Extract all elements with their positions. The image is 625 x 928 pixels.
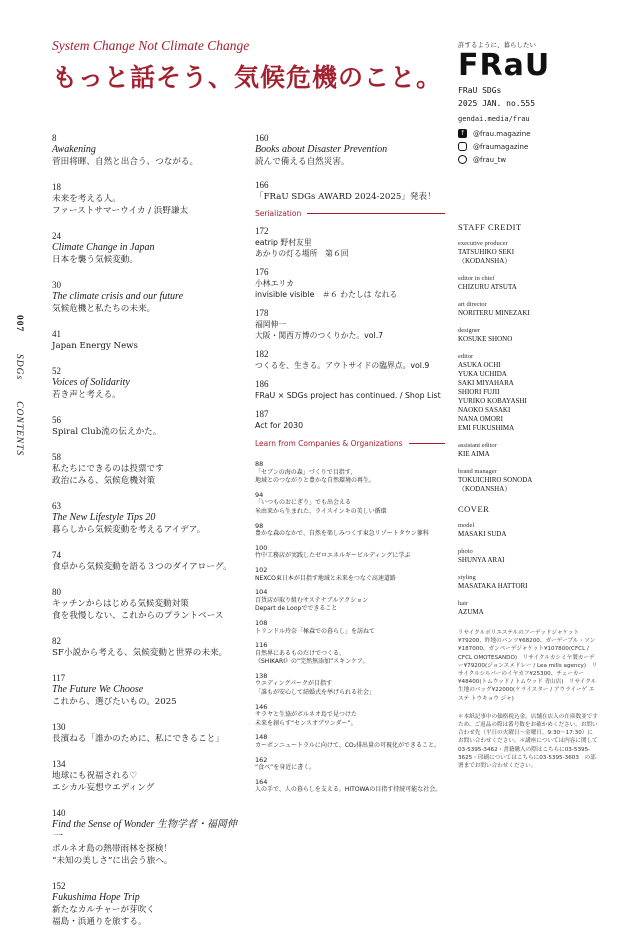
entry-text: キッチンからはじめる気候変動対策 bbox=[52, 599, 189, 609]
staff-group bbox=[458, 441, 608, 459]
entry-text: トリンドル玲奈「極森での暮らし」を訪ねて bbox=[255, 627, 375, 635]
entry-text: 百貨店が取り組むサステナブルアクション bbox=[255, 596, 369, 604]
staff-name: TOKUICHIRO SONODA bbox=[458, 476, 533, 484]
staff-name: SAKI MIYAHARA bbox=[458, 379, 514, 387]
entry-text: Spiral Club流の伝えかた。 bbox=[52, 427, 162, 437]
entry-page-number: 18 bbox=[52, 182, 61, 192]
cover-role: model bbox=[458, 522, 475, 529]
entry-page-number: 74 bbox=[52, 550, 61, 560]
learn-heading bbox=[255, 439, 445, 448]
entry-page-number: 102 bbox=[255, 565, 268, 574]
cover-group bbox=[458, 547, 608, 565]
entry-text: NEXCO東日本が目指す地域と未来をつなぐ高速道路 bbox=[255, 574, 396, 582]
header-japanese-title: もっと話そう、気候危機のこと。 bbox=[52, 63, 443, 92]
learn-entry[interactable] bbox=[255, 544, 445, 561]
entry-page-number: 98 bbox=[255, 521, 264, 530]
contents-entry[interactable] bbox=[255, 180, 445, 203]
instagram-icon bbox=[458, 142, 467, 151]
learn-heading-label: Learn from Companies & Organizations bbox=[255, 439, 403, 448]
learn-entry[interactable] bbox=[255, 703, 445, 729]
entry-text: 豊かな森のなかで、自然を楽しみつくす東急リゾートタウン蓼科 bbox=[255, 530, 429, 538]
entry-page-number: 108 bbox=[255, 618, 268, 627]
entry-page-number: 164 bbox=[255, 777, 268, 786]
staff-role: editor in chief bbox=[458, 275, 495, 282]
entry-page-number: 162 bbox=[255, 755, 268, 764]
entry-page-number: 178 bbox=[255, 308, 269, 318]
entry-text: 「誰もが安心して結婚式を挙げられる社会」 bbox=[255, 689, 376, 697]
learn-entry[interactable] bbox=[255, 733, 445, 750]
side-sdgs-label: SDGs bbox=[14, 353, 24, 380]
social-handle: @fraumagazine bbox=[473, 142, 529, 151]
entry-text: 菅田将暉、自然と出合う、つながる。 bbox=[52, 157, 199, 167]
entry-text: 自然界にあるものだけでつくる、 bbox=[255, 649, 346, 657]
entry-text: “未知の美しさ”に出会う旅へ。 bbox=[52, 856, 173, 866]
entry-text: エシカル妄想ウエディング bbox=[52, 783, 155, 793]
staff-group bbox=[458, 352, 608, 433]
entry-page-number: 146 bbox=[255, 702, 268, 711]
entry-page-number: 8 bbox=[52, 133, 57, 143]
staff-name: KOSUKE SHONO bbox=[458, 335, 513, 343]
entry-page-number: 41 bbox=[52, 329, 61, 339]
entry-page-number: 82 bbox=[52, 636, 61, 646]
staff-role: executive producer bbox=[458, 240, 508, 247]
entry-text: カーボンニュートラルに向けて、CO₂排出量の可視化ができること。 bbox=[255, 742, 441, 750]
staff-name: NANA OMORI bbox=[458, 415, 503, 423]
serialization-entry[interactable] bbox=[255, 379, 445, 401]
cover-heading: COVER bbox=[458, 504, 490, 514]
staff-name: YUKA UCHIDA bbox=[458, 370, 507, 378]
entry-title: Awakening bbox=[52, 144, 96, 155]
entry-text: 未来を考える人。 bbox=[52, 194, 121, 204]
entry-text: つくるを、生きる。アウトサイドの臨界点。vol.9 bbox=[255, 361, 430, 370]
entry-text: 地球にも祝福される♡ bbox=[52, 771, 138, 781]
entry-text: Act for 2030 bbox=[255, 421, 304, 430]
contents-entry[interactable] bbox=[52, 722, 242, 745]
entry-text: invisible visible ＃６ わたしは なれる bbox=[255, 290, 398, 299]
entry-text: 《SHIKARI》の“完然無添加”スキンケア。 bbox=[255, 658, 369, 666]
entry-text: 未来を創らす“センスオブワンダー”。 bbox=[255, 719, 357, 727]
learn-entry[interactable] bbox=[255, 522, 445, 539]
staff-name: EMI FUKUSHIMA bbox=[458, 424, 515, 432]
contents-entry[interactable] bbox=[52, 501, 242, 536]
entry-text: サラヤと生協がボルネオ島で見つけた bbox=[255, 711, 357, 719]
learn-entry[interactable] bbox=[255, 672, 445, 698]
staff-group bbox=[458, 467, 608, 494]
entry-text: 福岡伸一 bbox=[255, 320, 287, 329]
staff-credit-heading: STAFF CREDIT bbox=[458, 222, 522, 232]
staff-group bbox=[458, 274, 608, 292]
entry-text: 「FRaU SDGs AWARD 2024-2025」発表！ bbox=[255, 192, 436, 202]
contents-column-2 bbox=[255, 133, 445, 800]
cover-name: AZUMA bbox=[458, 608, 484, 616]
cover-note: ＊本紙記事中の価格税込金。店舗在店入の在庫数並ですため、ご返品の際は番号数をお確かめください。お問い合わせ先（平日の火曜日〜金曜日、9:30〜17:30）にお問い合わせください。＊講座については内容に関して03-5395-3462・書籍購入の際はこちらに03-5395-3625・印刷についてはこちらに03-5395-3603 の部署までお問い合わせください。 bbox=[458, 713, 598, 770]
entry-text: Japan Energy News bbox=[52, 341, 138, 351]
twitter-icon bbox=[458, 155, 467, 164]
entry-page-number: 186 bbox=[255, 379, 269, 389]
contents-entry[interactable] bbox=[52, 452, 242, 487]
entry-text: 若き声と考える。 bbox=[52, 390, 121, 400]
staff-role: art director bbox=[458, 301, 487, 308]
side-running-head bbox=[14, 315, 24, 456]
entry-text: 私たちにできるのは投票です bbox=[52, 464, 164, 474]
entry-page-number: 104 bbox=[255, 588, 268, 597]
staff-role: assistant editor bbox=[458, 442, 497, 449]
entry-text: ボルネオ島の熱帯雨林を探検！ bbox=[52, 844, 173, 854]
entry-text: Depart de Loopでできること bbox=[255, 605, 338, 613]
brand-tagline: 許するように、暮らしたい bbox=[458, 41, 536, 49]
brand-logo: FRaU bbox=[458, 48, 551, 83]
section-rule bbox=[307, 213, 445, 214]
entry-text: 小林エリカ bbox=[255, 279, 294, 288]
social-links bbox=[458, 127, 598, 166]
social-twitter[interactable] bbox=[458, 153, 598, 166]
entry-page-number: 187 bbox=[255, 409, 269, 419]
entry-text: SF小説から考える、気候変動と世界の未来。 bbox=[52, 648, 228, 658]
entry-text: 大阪・関西万博のつくりかた。vol.7 bbox=[255, 331, 384, 340]
entry-text: 長濱ねる「誰かのために、私にできること」 bbox=[52, 734, 224, 744]
entry-text: 暮らしから気候変動を考えるアイデア。 bbox=[52, 525, 206, 535]
cover-group bbox=[458, 521, 608, 539]
cover-name: MASATAKA HATTORI bbox=[458, 582, 528, 590]
learn-entry[interactable] bbox=[255, 619, 445, 636]
entry-text: あかりの灯る場所 第６回 bbox=[255, 249, 349, 258]
entry-text: 新たなカルチャーが芽吹く bbox=[52, 905, 155, 915]
cover-role: hair bbox=[458, 600, 469, 607]
entry-text: 食卓から気候変動を語る３つのダイアローグ。 bbox=[52, 562, 232, 572]
serialization-entry[interactable] bbox=[255, 349, 445, 371]
staff-name: （KODANSHA） bbox=[458, 257, 512, 265]
entry-title: Voices of Solidarity bbox=[52, 377, 130, 388]
learn-entry[interactable] bbox=[255, 641, 445, 667]
contents-entry[interactable] bbox=[52, 759, 242, 794]
learn-entry[interactable] bbox=[255, 460, 445, 486]
entry-page-number: 148 bbox=[255, 733, 268, 742]
entry-page-number: 52 bbox=[52, 366, 61, 376]
entry-title: Climate Change in Japan bbox=[52, 242, 155, 253]
entry-text: 気候危機と私たちの未来。 bbox=[52, 304, 156, 314]
contents-entry[interactable] bbox=[52, 808, 242, 867]
brand-issue-line1: FRaU SDGs bbox=[458, 86, 502, 95]
entry-text: 政治にみる、気候危機対策 bbox=[52, 476, 156, 486]
entry-page-number: 176 bbox=[255, 267, 269, 277]
entry-text: eatrip 野村友里 bbox=[255, 238, 312, 247]
contents-entry[interactable] bbox=[52, 636, 242, 659]
learn-entry[interactable] bbox=[255, 566, 445, 583]
entry-page-number: 94 bbox=[255, 490, 264, 499]
contents-column-1 bbox=[52, 133, 242, 928]
entry-title: Fukushima Hope Trip bbox=[52, 892, 140, 903]
learn-entry[interactable] bbox=[255, 491, 445, 517]
staff-name: NAOKO SASAKI bbox=[458, 406, 511, 414]
staff-name: ASUKA OCHI bbox=[458, 361, 501, 369]
entry-page-number: 58 bbox=[52, 452, 61, 462]
cover-name: SHUNYA ARAI bbox=[458, 556, 505, 564]
serialization-entry[interactable] bbox=[255, 308, 445, 341]
contents-entry[interactable] bbox=[52, 133, 242, 168]
entry-text: 米由来から生まれた、ライスインキの美しい循環 bbox=[255, 507, 387, 515]
social-facebook[interactable] bbox=[458, 127, 598, 140]
entry-page-number: 80 bbox=[52, 587, 61, 597]
social-instagram[interactable] bbox=[458, 140, 598, 153]
header-english-title: System Change Not Climate Change bbox=[52, 38, 250, 53]
staff-role: designer bbox=[458, 327, 481, 334]
contents-entry[interactable] bbox=[52, 673, 242, 708]
staff-group bbox=[458, 326, 608, 344]
entry-page-number: 140 bbox=[52, 808, 66, 818]
entry-page-number: 116 bbox=[255, 641, 268, 650]
entry-text: FRaU × SDGs project has continued. / Shop List bbox=[255, 391, 441, 400]
entry-page-number: 166 bbox=[255, 180, 269, 190]
contents-entry[interactable] bbox=[52, 329, 242, 352]
contents-entry[interactable] bbox=[52, 415, 242, 438]
entry-title: Books about Disaster Prevention bbox=[255, 144, 388, 155]
entry-page-number: 138 bbox=[255, 671, 268, 680]
entry-page-number: 182 bbox=[255, 349, 269, 359]
entry-text: 食を我慢しない、これからのプラントベース bbox=[52, 611, 224, 621]
serialization-heading-label: Serialization bbox=[255, 209, 302, 218]
staff-name: TATSUHIKO SEKI bbox=[458, 248, 515, 256]
serialization-heading bbox=[255, 209, 445, 218]
entry-page-number: 160 bbox=[255, 133, 269, 143]
contents-entry[interactable] bbox=[52, 550, 242, 573]
social-handle: @frau_tw bbox=[473, 155, 507, 164]
contents-entry[interactable] bbox=[255, 133, 445, 168]
staff-credit-column bbox=[458, 222, 608, 770]
entry-text: 竹中工務店が実践したゼロエネルギービルディングに学ぶ bbox=[255, 552, 411, 560]
learn-entry[interactable] bbox=[255, 588, 445, 614]
entry-text: 福島・浜通りを旅する。 bbox=[52, 917, 147, 927]
contents-entry[interactable] bbox=[52, 587, 242, 622]
entry-text: これから、選びたいもの。2025 bbox=[52, 697, 177, 707]
cover-role: photo bbox=[458, 548, 473, 555]
learn-entry[interactable] bbox=[255, 756, 445, 773]
entry-text: 「いつものおにぎり」でも出会える bbox=[255, 499, 352, 507]
staff-name: YURIKO KOBAYASHI bbox=[458, 397, 527, 405]
entry-title: The New Lifestyle Tips 20 bbox=[52, 512, 156, 523]
serialization-entry[interactable] bbox=[255, 409, 445, 431]
entry-text: 「セブンの海の森」づくりで目指す、 bbox=[255, 468, 357, 476]
side-contents-label: CONTENTS bbox=[14, 401, 24, 457]
staff-name: KIE AIMA bbox=[458, 450, 490, 458]
entry-text: ファーストサマーウイカ / 浜野謙太 bbox=[52, 206, 189, 216]
section-rule bbox=[409, 443, 445, 444]
cover-group bbox=[458, 599, 608, 617]
entry-text: 地域とのつながりと豊かな自然環境の再生。 bbox=[255, 477, 376, 485]
serialization-entry[interactable] bbox=[255, 267, 445, 300]
serialization-entry[interactable] bbox=[255, 226, 445, 259]
entry-page-number: 152 bbox=[52, 881, 66, 891]
facebook-icon: f bbox=[458, 129, 467, 138]
brand-issue-line2: 2025 JAN. no.555 bbox=[458, 99, 536, 108]
entry-page-number: 88 bbox=[255, 460, 264, 468]
brand-block bbox=[458, 40, 598, 166]
entry-title: The Future We Choose bbox=[52, 684, 144, 695]
learn-entry[interactable] bbox=[255, 778, 445, 795]
entry-text: “食べ”を身近に書く。 bbox=[255, 764, 316, 772]
entry-page-number: 117 bbox=[52, 673, 66, 683]
staff-role: editor bbox=[458, 353, 474, 360]
social-handle: @frau.magazine bbox=[473, 129, 531, 138]
entry-page-number: 30 bbox=[52, 280, 61, 290]
cover-name: MASAKI SUDA bbox=[458, 530, 507, 538]
staff-role: brand manager bbox=[458, 468, 497, 475]
entry-text: ウエディングパークが目指す bbox=[255, 680, 333, 688]
contents-entry[interactable] bbox=[52, 231, 242, 266]
contents-entry[interactable] bbox=[52, 182, 242, 217]
cover-clothing-credit: リサイクルポリエステルのフーデッドジャケット¥79200、昨地のパンツ¥68200、ガーデーブル・ソン¥187000、ガンペーデジャケット¥107800(CFCL / CFCL OMOTESANDO) リサイクルカシミヤ製カーデー¥79200(ジョンスメドレー / Lea mills agency) リサイクルシルバーのイヤカフ¥25300、チェーカー¥48400(トムウッド / トムウッド 青山店) リサイクル生地のバッグ¥22000(ケライスター / アウライーゲ エステ トウキョウ ジャ) bbox=[458, 630, 598, 702]
entry-page-number: 24 bbox=[52, 231, 61, 241]
staff-name: （KODANSHA） bbox=[458, 485, 512, 493]
entry-text: 読んで備える自然災害。 bbox=[255, 157, 350, 167]
entry-page-number: 56 bbox=[52, 415, 61, 425]
staff-name: CHIZURU ATSUTA bbox=[458, 283, 517, 291]
side-page-number: 007 bbox=[14, 315, 24, 333]
brand-url[interactable]: gendai.media/frau bbox=[458, 115, 530, 123]
entry-title: The climate crisis and our future bbox=[52, 291, 184, 302]
entry-page-number: 100 bbox=[255, 543, 268, 552]
staff-name: SHIORI FUJII bbox=[458, 388, 500, 396]
entry-page-number: 172 bbox=[255, 226, 269, 236]
contents-entry[interactable] bbox=[52, 881, 242, 928]
entry-text: 人の手で、人の暮らしを支える。HITOWAの目指す持続可能な社会。 bbox=[255, 786, 442, 794]
staff-name: NORITERU MINEZAKI bbox=[458, 309, 530, 317]
entry-page-number: 63 bbox=[52, 501, 61, 511]
contents-entry[interactable] bbox=[52, 366, 242, 401]
entry-text: 日本を襲う気候変動。 bbox=[52, 255, 138, 265]
staff-group bbox=[458, 300, 608, 318]
entry-title: Find the Sense of Wonder 生物学者・福岡伸一 bbox=[52, 819, 237, 842]
entry-page-number: 134 bbox=[52, 759, 66, 769]
contents-entry[interactable] bbox=[52, 280, 242, 315]
cover-group bbox=[458, 573, 608, 591]
entry-page-number: 130 bbox=[52, 722, 66, 732]
cover-role: styling bbox=[458, 574, 476, 581]
staff-group bbox=[458, 239, 608, 266]
